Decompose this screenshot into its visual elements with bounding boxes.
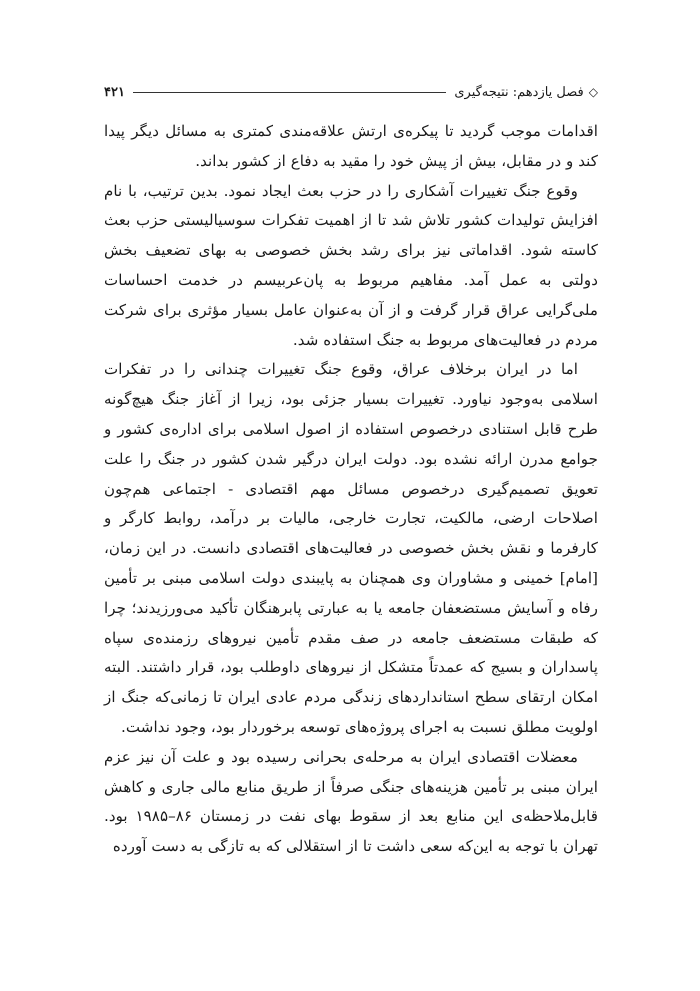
diamond-outline-icon: ◇ <box>588 85 598 99</box>
page-number: ۴۲۱ <box>104 84 125 100</box>
paragraph: اقدامات موجب گردید تا پیکره‌ی ارتش علاقه‌مندی کمتری به مسائل دیگر پیدا کند و در مقابل، بیش از پیش خود را مقید به دفاع از کشور بداند. <box>104 122 598 170</box>
page-body <box>104 117 598 862</box>
paragraph: معضلات اقتصادی ایران به مرحله‌ی بحرانی رسیده بود و علت آن نیز عزم ایران مبنی بر تأمین هزینه‌های جنگی صرفاً از طریق منابع مالی جاری و کاهش قابل‌ملاحظه‌ی این منابع بعد از سقوط بهای نفت در زمستان ۸۶–۱۹۸۵ بود. تهران با توجه به این‌که سعی داشت تا از استقلالی که به تازگی به دست آورده <box>104 747 598 856</box>
chapter-title: فصل یازدهم: نتیجه‌گیری <box>454 84 584 100</box>
header-rule <box>133 92 446 93</box>
paragraph: وقوع جنگ تغییرات آشکاری را در حزب بعث ایجاد نمود. بدین ترتیب، با نام افزایش تولیدات کشور تلاش شد تا از اهمیت تفکرات سوسیالیستی حزب بعث کاسته شود. اقداماتی نیز برای رشد بخش خصوصی به بهای تضعیف بخش دولتی به عمل آمد. مفاهیم مربوط به پان‌عربیسم در خدمت احساسات ملی‌گرایی عراق قرار گرفت و از آن به‌عنوان عامل بسیار مؤثری برای شرکت مردم در فعالیت‌های مربوط به جنگ استفاده شد. <box>104 181 598 349</box>
running-header <box>104 80 598 104</box>
paragraph: اما در ایران برخلاف عراق، وقوع جنگ تغییرات چندانی را در تفکرات اسلامی به‌وجود نیاورد. تغییرات بسیار جزئی بود، زیرا از آغاز جنگ هیچ‌گونه طرح قابل استنادی درخصوص استفاده از اصول اسلامی برای اداره‌ی کشور و جوامع مدرن ارائه نشده بود. دولت ایران درگیر شدن کشور در جنگ را علت تعویق تصمیم‌گیری درخصوص مسائل مهم اقتصادی - اجتماعی هم‌چون اصلاحات ارضی، مالکیت، تجارت خارجی، مالیات بر درآمد، روابط کارگر و کارفرما و نقش بخش خصوصی در فعالیت‌های اقتصادی دانست. در این زمان، [امام] خمینی و مشاوران وی همچنان به پایبندی دولت اسلامی مبنی بر تأمین رفاه و آسایش مستضعفان جامعه یا به عبارتی پابرهنگان تأکید می‌ورزیدند؛ چرا که طبقات مستضعف جامعه در صف مقدم تأمین نیروهای رزمنده‌ی سپاه پاسداران و بسیج که عمدتاً متشکل از نیروهای داوطلب بود، قرار داشتند. البته امکان ارتقای سطح استانداردهای زندگی مردم عادی ایران تا زمانی‌که جنگ از اولویت مطلق نسبت به اجرای پروژه‌های توسعه برخوردار بود، وجود نداشت. <box>104 360 598 736</box>
